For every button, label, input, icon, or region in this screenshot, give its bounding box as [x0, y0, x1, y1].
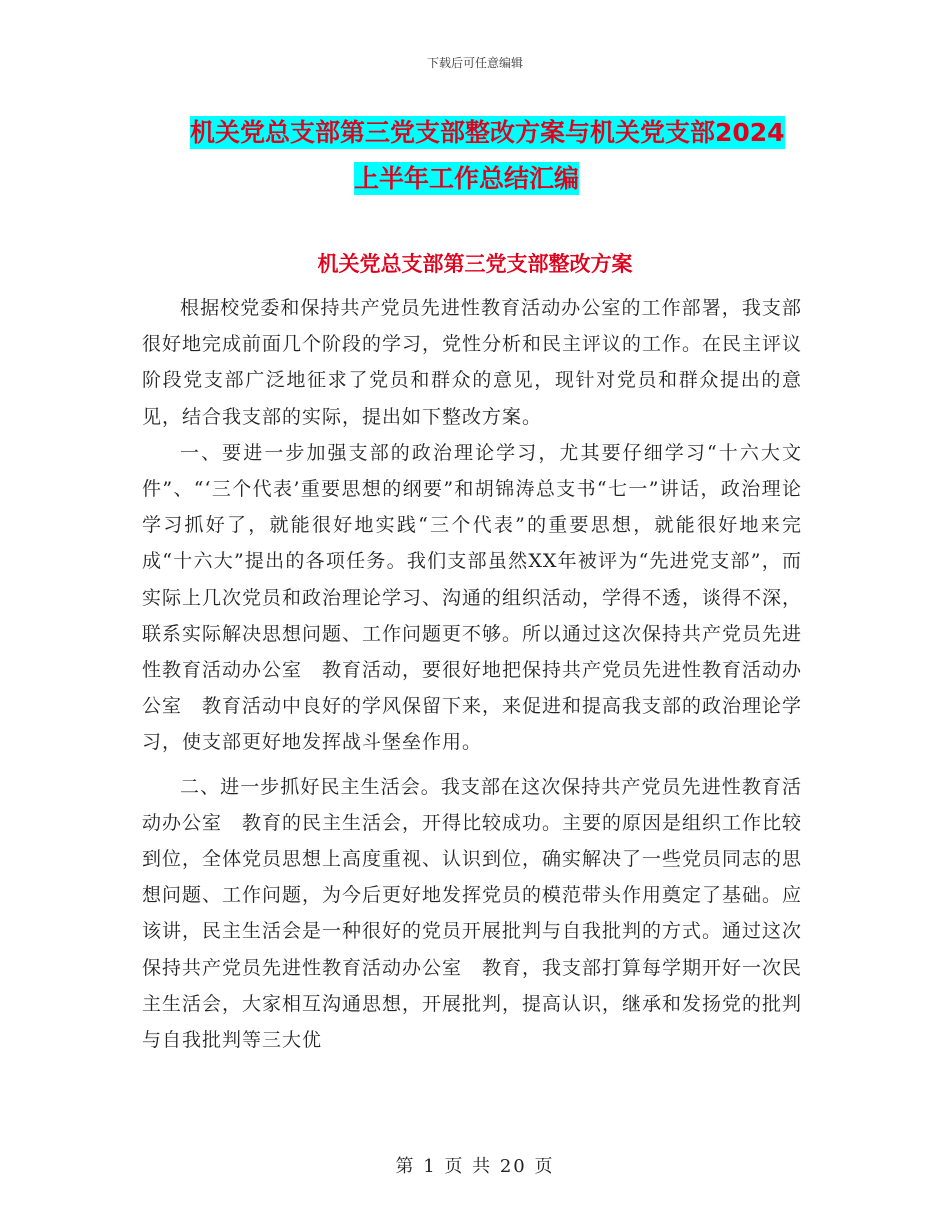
body-paragraph-point-2: 二、进一步抓好民主生活会。我支部在这次保持共产党员先进性教育活动办公室 教育的民主生活会，开得比较成功。主要的原因是组织工作比较到位，全体党员思想上高度重视、认识到位，确实解决了一些党员同志的思想问题、工作问题，为今后更好地发挥党员的模范带头作用奠定了基础。应该讲，民主生活会是一种很好的党员开展批判与自我批判的方式。通过这次保持共产党员先进性教育活动办公室 教育，我支部打算每学期开好一次民主生活会，大家相互沟通思想，开展批判，提高认识，继承和发扬党的批判与自我批判等三大优 — [142, 775, 803, 1052]
document-title-line-2: 上半年工作总结汇编 — [354, 164, 580, 193]
body-paragraph-point-1: 一、要进一步加强支部的政治理论学习，尤其要仔细学习“十六大文件”、“‘三个代表’重要思想的纲要”和胡锦涛总支书“七一”讲话，政治理论学习抓好了，就能很好地实践“三个代表”的重要思想，就能很好地来完成“十六大”提出的各项任务。我们支部虽然XX年被评为“先进党支部”，而实际上几次党员和政治理论学习、沟通的组织活动，学得不透，谈得不深，联系实际解决思想问题、工作问题更不够。所以通过这次保持共产党员先进性教育活动办公室 教育活动，要很好地把保持共产党员先进性教育活动办公室 教育活动中良好的学风保留下来，来促进和提高我支部的政治理论学习，使支部更好地发挥战斗堡垒作用。 — [142, 441, 803, 754]
body-paragraph-intro: 根据校党委和保持共产党员先进性教育活动办公室的工作部署，我支部很好地完成前面几个阶段的学习，党性分析和民主评议的工作。在民主评议阶段党支部广泛地征求了党员和群众的意见，现针对党员和群众提出的意见，结合我支部的实际，提出如下整改方案。 — [142, 297, 803, 428]
document-body — [142, 290, 802, 1058]
section-heading: 机关党总支部第三党支部整改方案 — [317, 252, 633, 276]
page-number: 第 1 页 共 20 页 — [395, 1156, 555, 1177]
document-title — [140, 110, 820, 202]
page-header-note: 下载后可任意编辑 — [426, 56, 523, 70]
document-title-line-1: 机关党总支部第三党支部整改方案与机关党支部2024 — [190, 118, 785, 147]
